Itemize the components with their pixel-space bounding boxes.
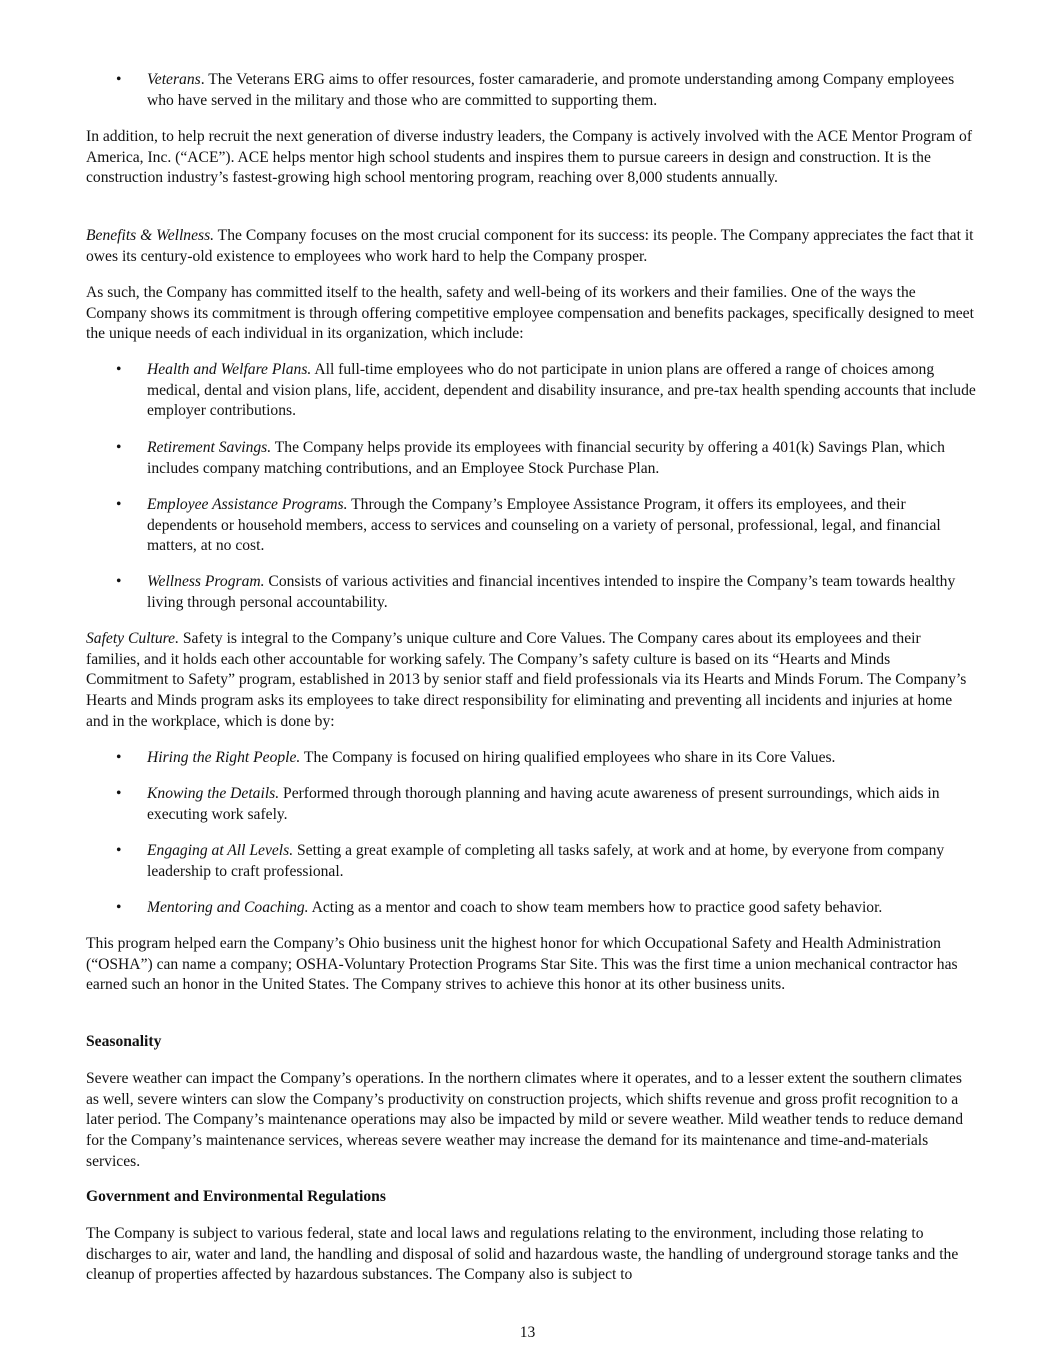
safety-lead: Safety Culture.: [86, 630, 179, 647]
bullet-marker: •: [116, 439, 122, 456]
benefits-text: The Company focuses on the most crucial component for its success: its people. The Company appreciates the fact that it owes its century-old existence to employees who work hard to help the Company prosper.: [86, 227, 974, 265]
bullet-marker: •: [116, 749, 122, 766]
bullet-marker: •: [116, 899, 122, 916]
benefit-item-lead: Health and Welfare Plans.: [147, 361, 312, 378]
safety-text: Safety is integral to the Company’s unique culture and Core Values. The Company cares about its employees and their families, and it holds each other accountable for working safely. The Company’s safety culture is based on its “Hearts and Minds Commitment to Safety” program, established in 2013 by senior staff and field professionals via its Hearts and Minds Forum. The Company’s Hearts and Minds program asks its employees to take direct responsibility for eliminating and preventing all incidents and injuries at home and in the workplace, which is done by:: [86, 630, 967, 730]
safety-item-text: Setting a great example of completing all tasks safely, at work and at home, by everyone from company leadership to craft professional.: [147, 842, 945, 880]
safety-item-lead: Engaging at All Levels.: [147, 842, 294, 859]
benefit-item-lead: Retirement Savings.: [147, 439, 272, 456]
safety-item-lead: Hiring the Right People.: [147, 749, 301, 766]
veterans-lead: Veterans: [147, 71, 201, 88]
bullet-marker: •: [116, 573, 122, 590]
page-number: 13: [519, 1324, 536, 1341]
regulations-paragraph: The Company is subject to various federal, state and local laws and regulations relating to the environment, including those relating to discharges to air, water and land, the handling and disposal of solid and hazardous waste, the handling of underground storage tanks and the cleanup of properties affected by hazardous substances. The Company also is subject to: [86, 1225, 959, 1284]
safety-item-lead: Mentoring and Coaching.: [147, 899, 309, 916]
veterans-text: . The Veterans ERG aims to offer resources, foster camaraderie, and promote understanding among Company employees who have served in the military and those who are committed to supporting them.: [147, 71, 955, 109]
seasonality-heading: Seasonality: [86, 1033, 162, 1050]
benefit-item-text: All full-time employees who do not participate in union plans are offered a range of choices among medical, dental and vision plans, life, accident, dependent and disability insurance, and pre-tax health spending accounts that include employer contributions.: [147, 361, 976, 420]
bullet-marker: •: [116, 71, 122, 88]
benefit-item-lead: Employee Assistance Programs.: [147, 496, 348, 513]
bullet-marker: •: [116, 842, 122, 859]
commitment-paragraph: As such, the Company has committed itself to the health, safety and well-being of its workers and their families. One of the ways the Company shows its commitment is through offering competitive employee compensation and benefits packages, specifically designed to meet the unique needs of each individual in its organization, which include:: [86, 284, 974, 343]
bullet-marker: •: [116, 785, 122, 802]
regulations-heading: Government and Environmental Regulations: [86, 1188, 386, 1205]
benefit-item-text: The Company helps provide its employees with financial security by offering a 401(k) Savings Plan, which includes company matching contributions, and an Employee Stock Purchase Plan.: [147, 439, 945, 477]
safety-item-text: Performed through thorough planning and having acute awareness of present surroundings, which aids in executing work safely.: [147, 785, 940, 823]
benefits-lead: Benefits & Wellness.: [86, 227, 215, 244]
benefits-paragraph: [86, 226, 976, 267]
safety-item-text: The Company is focused on hiring qualified employees who share in its Core Values.: [300, 749, 836, 766]
bullet-marker: •: [116, 496, 122, 513]
safety-item-lead: Knowing the Details.: [147, 785, 280, 802]
benefit-item-text: Consists of various activities and financial incentives intended to inspire the Company’s team towards healthy living through personal accountability.: [147, 573, 956, 611]
safety-item-text: Acting as a mentor and coach to show team members how to practice good safety behavior.: [308, 899, 883, 916]
ace-paragraph: In addition, to help recruit the next generation of diverse industry leaders, the Company is actively involved with the ACE Mentor Program of America, Inc. (“ACE”). ACE helps mentor high school students and inspires them to pursue careers in design and construction. It is the construction industry’s fastest-growing high school mentoring program, reaching over 8,000 students annually.: [86, 128, 973, 187]
bullet-marker: •: [116, 361, 122, 378]
seasonality-paragraph: Severe weather can impact the Company’s operations. In the northern climates where it operates, and to a lesser extent the southern climates as well, severe winters can slow the Company’s productivity on construction projects, which shifts revenue and gross profit recognition to a later period. The Company’s maintenance operations may also be impacted by mild or severe weather. Mild weather tends to reduce demand for the Company’s maintenance services, whereas severe weather may increase the demand for its maintenance and time-and-materials services.: [86, 1070, 964, 1170]
benefit-item-text: Through the Company’s Employee Assistance Program, it offers its employees, and their dependents or household members, access to services and counseling on a variety of personal, professional, legal, and financial matters, at no cost.: [147, 496, 941, 555]
osha-paragraph: This program helped earn the Company’s Ohio business unit the highest honor for which Occupational Safety and Health Administration (“OSHA”) can name a company; OSHA-Voluntary Protection Programs Star Site. This was the first time a union mechanical contractor has earned such an honor in the United States. The Company strives to achieve this honor at its other business units.: [86, 935, 958, 994]
benefit-item-lead: Wellness Program.: [147, 573, 265, 590]
safety-paragraph: [86, 629, 976, 733]
